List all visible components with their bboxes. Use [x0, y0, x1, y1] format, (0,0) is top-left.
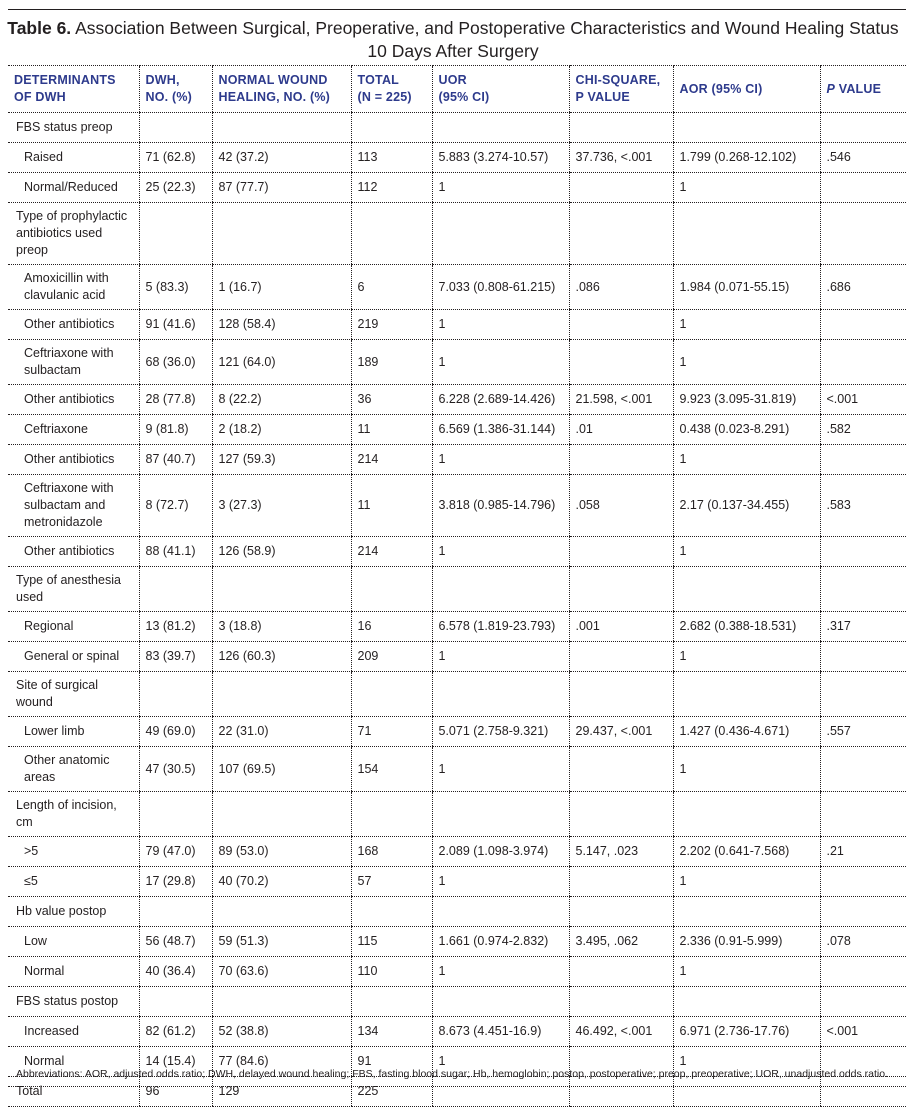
table-cell	[820, 747, 906, 792]
table-cell: .582	[820, 415, 906, 445]
table-row	[8, 445, 906, 475]
table-cell: 219	[351, 310, 432, 340]
table-row	[8, 612, 906, 642]
table-cell: 9.923 (3.095-31.819)	[673, 385, 820, 415]
table-row	[8, 415, 906, 445]
table-cell: 82 (61.2)	[139, 1017, 212, 1047]
table-cell: 112	[351, 173, 432, 203]
table-cell: 11	[351, 475, 432, 537]
table-cell: 2.336 (0.91-5.999)	[673, 927, 820, 957]
table-cell: 1 (16.7)	[212, 265, 351, 310]
table-cell: 209	[351, 642, 432, 672]
table-cell	[569, 897, 673, 927]
table-cell	[351, 567, 432, 612]
table-cell: 0.438 (0.023-8.291)	[673, 415, 820, 445]
table-cell: 115	[351, 927, 432, 957]
col-header-total: TOTAL (N = 225)	[351, 66, 432, 113]
table-cell: 1.799 (0.268-12.102)	[673, 143, 820, 173]
table-cell: 29.437, <.001	[569, 717, 673, 747]
table-row	[8, 957, 906, 987]
col-header-dwh: DWH, NO. (%)	[139, 66, 212, 113]
table-row	[8, 475, 906, 537]
table-cell	[569, 537, 673, 567]
table-cell: 14 (15.4)	[139, 1047, 212, 1077]
table-cell: 89 (53.0)	[212, 837, 351, 867]
row-label: Other antibiotics	[8, 385, 139, 415]
category-label: Length of incision, cm	[8, 792, 139, 837]
row-label: Ceftriaxone with sulbactam and metronidazole	[8, 475, 139, 537]
table-cell: 1	[432, 867, 569, 897]
table-cell: 87 (40.7)	[139, 445, 212, 475]
table-cell: 8 (22.2)	[212, 385, 351, 415]
table-cell	[569, 340, 673, 385]
table-cell	[820, 867, 906, 897]
table-cell: 28 (77.8)	[139, 385, 212, 415]
results-table	[8, 65, 906, 1107]
table-cell: 113	[351, 143, 432, 173]
table-cell: 5.147, .023	[569, 837, 673, 867]
table-cell	[351, 203, 432, 265]
table-cell: 21.598, <.001	[569, 385, 673, 415]
table-cell	[432, 987, 569, 1017]
table-cell: 1	[673, 445, 820, 475]
table-cell	[820, 987, 906, 1017]
table-cell: <.001	[820, 1017, 906, 1047]
table-cell: 1	[432, 747, 569, 792]
row-label: Ceftriaxone	[8, 415, 139, 445]
table-cell: 6.569 (1.386-31.144)	[432, 415, 569, 445]
table-cell: 3.495, .062	[569, 927, 673, 957]
table-cell	[569, 203, 673, 265]
table-body	[8, 113, 906, 1107]
table-cell	[139, 897, 212, 927]
table-row	[8, 1017, 906, 1047]
table-cell	[432, 897, 569, 927]
table-cell	[212, 987, 351, 1017]
table-title: Association Between Surgical, Preoperative, and Postoperative Characteristics and Wound Healing Status 10 Days After Surgery	[75, 18, 899, 61]
row-label: Normal	[8, 1047, 139, 1077]
table-cell: 1	[673, 747, 820, 792]
table-cell: 2 (18.2)	[212, 415, 351, 445]
category-row	[8, 792, 906, 837]
table-cell	[212, 897, 351, 927]
table-cell: .058	[569, 475, 673, 537]
table-cell: 70 (63.6)	[212, 957, 351, 987]
table-cell	[820, 792, 906, 837]
table-cell	[212, 113, 351, 143]
table-cell: 42 (37.2)	[212, 143, 351, 173]
table-cell	[139, 987, 212, 1017]
table-caption	[0, 17, 906, 63]
table-cell: 168	[351, 837, 432, 867]
col-header-uor: UOR (95% CI)	[432, 66, 569, 113]
category-label: Hb value postop	[8, 897, 139, 927]
table-cell	[673, 567, 820, 612]
table-cell: 91	[351, 1047, 432, 1077]
table-cell	[820, 897, 906, 927]
table-cell	[569, 567, 673, 612]
table-cell: 126 (60.3)	[212, 642, 351, 672]
table-cell: .686	[820, 265, 906, 310]
table-cell: 9 (81.8)	[139, 415, 212, 445]
table-cell	[432, 113, 569, 143]
table-cell: 96	[139, 1077, 212, 1107]
table-cell: 225	[351, 1077, 432, 1107]
table-cell	[673, 987, 820, 1017]
table-cell	[569, 987, 673, 1017]
table-cell: 47 (30.5)	[139, 747, 212, 792]
table-row	[8, 173, 906, 203]
table-cell: 22 (31.0)	[212, 717, 351, 747]
table-cell	[351, 987, 432, 1017]
table-cell: <.001	[820, 385, 906, 415]
table-cell	[569, 867, 673, 897]
row-label: Raised	[8, 143, 139, 173]
table-cell: 154	[351, 747, 432, 792]
category-row	[8, 203, 906, 265]
table-cell: 1.984 (0.071-55.15)	[673, 265, 820, 310]
row-label: Other antibiotics	[8, 445, 139, 475]
row-label: Other antibiotics	[8, 310, 139, 340]
table-cell	[569, 957, 673, 987]
table-cell: .21	[820, 837, 906, 867]
table-cell	[673, 113, 820, 143]
table-cell: 2.17 (0.137-34.455)	[673, 475, 820, 537]
table-cell: 1	[673, 310, 820, 340]
table-cell: 52 (38.8)	[212, 1017, 351, 1047]
table-cell	[820, 672, 906, 717]
category-row	[8, 113, 906, 143]
table-cell	[432, 792, 569, 837]
category-row	[8, 672, 906, 717]
table-cell: 59 (51.3)	[212, 927, 351, 957]
row-label: Lower limb	[8, 717, 139, 747]
table-cell: 189	[351, 340, 432, 385]
table-cell	[673, 897, 820, 927]
table-cell: 40 (36.4)	[139, 957, 212, 987]
row-label: ≤5	[8, 867, 139, 897]
table-cell: 91 (41.6)	[139, 310, 212, 340]
category-row	[8, 567, 906, 612]
table-cell	[820, 173, 906, 203]
table-row	[8, 717, 906, 747]
table-cell: .546	[820, 143, 906, 173]
category-label: Total	[8, 1077, 139, 1107]
table-cell: 1	[673, 957, 820, 987]
col-header-normal-healing: NORMAL WOUND HEALING, NO. (%)	[212, 66, 351, 113]
top-rule	[8, 9, 906, 10]
table-cell: 68 (36.0)	[139, 340, 212, 385]
table-cell: 5.071 (2.758-9.321)	[432, 717, 569, 747]
table-cell: 1	[432, 1047, 569, 1077]
table-cell: 1	[432, 445, 569, 475]
table-cell	[569, 672, 673, 717]
row-label: Ceftriaxone with sulbactam	[8, 340, 139, 385]
table-cell: 1	[432, 642, 569, 672]
table-cell: 128 (58.4)	[212, 310, 351, 340]
table-cell	[139, 203, 212, 265]
table-cell: 25 (22.3)	[139, 173, 212, 203]
table-cell: 1	[673, 537, 820, 567]
table-cell: 6.578 (1.819-23.793)	[432, 612, 569, 642]
table-cell	[569, 173, 673, 203]
table-cell	[820, 642, 906, 672]
table-cell: 134	[351, 1017, 432, 1047]
row-label: Amoxicillin with clavulanic acid	[8, 265, 139, 310]
table-cell: 1	[432, 537, 569, 567]
table-cell: 2.202 (0.641-7.568)	[673, 837, 820, 867]
table-cell	[569, 642, 673, 672]
category-label: FBS status postop	[8, 987, 139, 1017]
row-label: >5	[8, 837, 139, 867]
table-cell	[820, 340, 906, 385]
table-cell	[569, 445, 673, 475]
table-cell: .583	[820, 475, 906, 537]
table-cell	[212, 672, 351, 717]
table-cell: 2.682 (0.388-18.531)	[673, 612, 820, 642]
table-cell: 6.971 (2.736-17.76)	[673, 1017, 820, 1047]
table-cell: 3 (27.3)	[212, 475, 351, 537]
table-cell: 57	[351, 867, 432, 897]
table-cell: 40 (70.2)	[212, 867, 351, 897]
table-cell	[432, 672, 569, 717]
table-cell: 1	[673, 340, 820, 385]
table-cell	[820, 310, 906, 340]
table-cell: 2.089 (1.098-3.974)	[432, 837, 569, 867]
table-cell	[820, 567, 906, 612]
table-cell: 5 (83.3)	[139, 265, 212, 310]
table-row	[8, 143, 906, 173]
table-cell	[673, 203, 820, 265]
table-cell: 3 (18.8)	[212, 612, 351, 642]
table-cell	[673, 792, 820, 837]
table-cell: 13 (81.2)	[139, 612, 212, 642]
table-cell	[212, 792, 351, 837]
table-cell	[139, 792, 212, 837]
table-cell: 1.427 (0.436-4.671)	[673, 717, 820, 747]
table-label: Table 6.	[7, 18, 72, 38]
table-cell: .078	[820, 927, 906, 957]
table-cell	[673, 672, 820, 717]
table-row	[8, 927, 906, 957]
category-row	[8, 897, 906, 927]
table-cell: .01	[569, 415, 673, 445]
table-cell: 37.736, <.001	[569, 143, 673, 173]
table-cell: 1	[673, 173, 820, 203]
table-cell: 56 (48.7)	[139, 927, 212, 957]
table-cell	[820, 445, 906, 475]
table-row	[8, 837, 906, 867]
table-cell	[212, 203, 351, 265]
table-cell	[820, 113, 906, 143]
row-label: Regional	[8, 612, 139, 642]
table-cell: 1	[673, 867, 820, 897]
col-header-aor: AOR (95% CI)	[673, 66, 820, 113]
table-cell	[569, 113, 673, 143]
table-cell: 77 (84.6)	[212, 1047, 351, 1077]
table-cell: 214	[351, 537, 432, 567]
category-label: FBS status preop	[8, 113, 139, 143]
table-cell: 107 (69.5)	[212, 747, 351, 792]
table-cell: 127 (59.3)	[212, 445, 351, 475]
table-cell: 36	[351, 385, 432, 415]
table-row	[8, 747, 906, 792]
table-cell: 1	[432, 173, 569, 203]
table-cell: 6	[351, 265, 432, 310]
table-cell: 46.492, <.001	[569, 1017, 673, 1047]
category-label: Site of surgical wound	[8, 672, 139, 717]
table-cell	[351, 792, 432, 837]
table-cell: 6.228 (2.689-14.426)	[432, 385, 569, 415]
table-cell	[351, 897, 432, 927]
table-row	[8, 867, 906, 897]
table-cell: 214	[351, 445, 432, 475]
table-cell	[569, 747, 673, 792]
table-cell: 5.883 (3.274-10.57)	[432, 143, 569, 173]
row-label: Increased	[8, 1017, 139, 1047]
table-cell: 1	[673, 1047, 820, 1077]
row-label: Low	[8, 927, 139, 957]
row-label: Normal/Reduced	[8, 173, 139, 203]
table-cell: 121 (64.0)	[212, 340, 351, 385]
row-label: General or spinal	[8, 642, 139, 672]
table-row	[8, 265, 906, 310]
table-cell	[569, 310, 673, 340]
row-label: Other antibiotics	[8, 537, 139, 567]
table-cell	[351, 672, 432, 717]
table-cell	[432, 203, 569, 265]
category-row	[8, 987, 906, 1017]
table-cell: 11	[351, 415, 432, 445]
table-cell: 126 (58.9)	[212, 537, 351, 567]
row-label: Normal	[8, 957, 139, 987]
table-cell	[351, 113, 432, 143]
table-cell: 1	[673, 642, 820, 672]
table-cell: 17 (29.8)	[139, 867, 212, 897]
table-cell: 1	[432, 310, 569, 340]
table-cell: 3.818 (0.985-14.796)	[432, 475, 569, 537]
table-row	[8, 537, 906, 567]
table-row	[8, 310, 906, 340]
category-label: Type of prophylactic antibiotics used preop	[8, 203, 139, 265]
table-cell: 79 (47.0)	[139, 837, 212, 867]
table-cell: 110	[351, 957, 432, 987]
table-row	[8, 340, 906, 385]
table-row	[8, 642, 906, 672]
table-cell: 71	[351, 717, 432, 747]
table-cell: 129	[212, 1077, 351, 1107]
table-cell	[139, 567, 212, 612]
table-cell	[432, 567, 569, 612]
table-cell	[569, 792, 673, 837]
table-cell: 87 (77.7)	[212, 173, 351, 203]
row-label: Other anatomic areas	[8, 747, 139, 792]
table-cell: .557	[820, 717, 906, 747]
category-label: Type of anesthesia used	[8, 567, 139, 612]
col-header-p-value: P VALUE	[820, 66, 906, 113]
table-cell: 8 (72.7)	[139, 475, 212, 537]
table-cell: 88 (41.1)	[139, 537, 212, 567]
table-cell: .001	[569, 612, 673, 642]
table-cell: 1	[432, 957, 569, 987]
table-cell: 1	[432, 340, 569, 385]
table-cell	[820, 537, 906, 567]
col-header-chi-square: CHI-SQUARE, P VALUE	[569, 66, 673, 113]
table-cell: 8.673 (4.451-16.9)	[432, 1017, 569, 1047]
table-cell: .086	[569, 265, 673, 310]
table-cell	[139, 672, 212, 717]
header-row	[8, 66, 906, 113]
table-cell: 49 (69.0)	[139, 717, 212, 747]
table-cell	[820, 957, 906, 987]
table-cell: 7.033 (0.808-61.215)	[432, 265, 569, 310]
col-header-determinants: DETERMINANTS OF DWH	[8, 66, 139, 113]
table-cell: 1.661 (0.974-2.832)	[432, 927, 569, 957]
table-footnote: Abbreviations: AOR, adjusted odds ratio; DWH, delayed wound healing; FBS, fasting blood sugar; Hb, hemoglobin; postop, postoperative; preop, preoperative; UOR, unadjusted odds ratio.	[8, 1063, 906, 1087]
table-cell	[820, 203, 906, 265]
table-cell: 83 (39.7)	[139, 642, 212, 672]
table-row	[8, 385, 906, 415]
table-cell	[212, 567, 351, 612]
table-cell	[139, 113, 212, 143]
table-cell: .317	[820, 612, 906, 642]
table-cell: 16	[351, 612, 432, 642]
table-cell: 71 (62.8)	[139, 143, 212, 173]
